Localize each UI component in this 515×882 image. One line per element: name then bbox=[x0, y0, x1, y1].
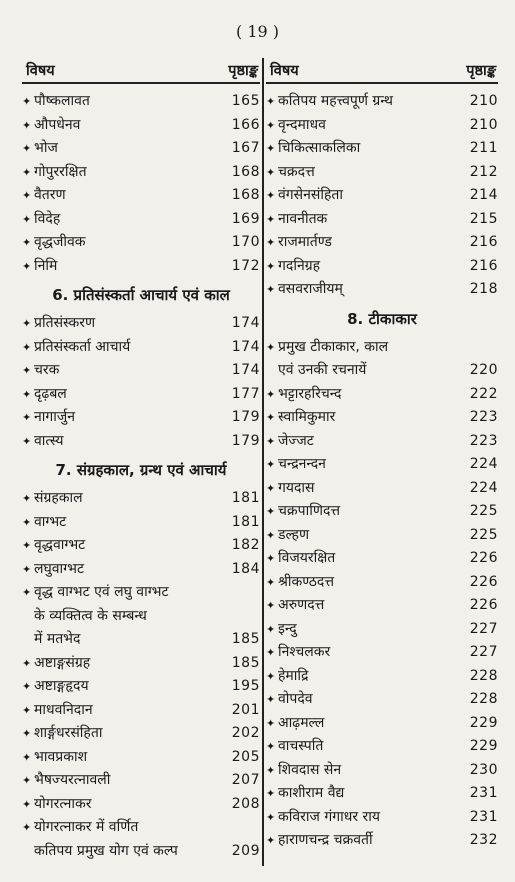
toc-entry[interactable] bbox=[22, 675, 260, 699]
bullet-icon: ✦ bbox=[266, 599, 276, 612]
entry-page: 170 bbox=[231, 234, 260, 250]
entry-title: हेमाद्रि bbox=[278, 667, 309, 684]
bullet-icon: ✦ bbox=[266, 622, 276, 636]
entry-title: गयदास bbox=[278, 479, 315, 496]
entry-title: चिकित्साकलिका bbox=[278, 140, 361, 156]
entry-page: 216 bbox=[469, 234, 498, 250]
bullet-icon: ✦ bbox=[22, 118, 32, 132]
entry-title: काशीराम वैद्य bbox=[278, 785, 345, 801]
toc-entry[interactable] bbox=[266, 594, 498, 618]
bullet-icon: ✦ bbox=[22, 797, 32, 811]
toc-entry[interactable] bbox=[266, 114, 498, 138]
bullet-icon: ✦ bbox=[22, 411, 32, 424]
page-number: ( 19 ) bbox=[235, 22, 279, 41]
entry-title: अरुणदत्त bbox=[278, 597, 325, 613]
toc-entry[interactable] bbox=[22, 231, 260, 255]
toc-entry[interactable] bbox=[22, 511, 260, 535]
toc-entry[interactable] bbox=[266, 278, 498, 302]
entry-title: निमि bbox=[34, 257, 58, 274]
bullet-icon: ✦ bbox=[266, 528, 276, 542]
entry-title: वात्स्य bbox=[34, 432, 64, 449]
entry-title: वाग्भट bbox=[34, 513, 67, 530]
entry-page: 174 bbox=[231, 362, 260, 378]
toc-entry[interactable] bbox=[266, 208, 498, 232]
left-column bbox=[22, 56, 260, 863]
toc-entry[interactable] bbox=[22, 534, 260, 558]
bullet-icon: ✦ bbox=[266, 716, 276, 730]
entry-title: शार्ङ्गधरसंहिता bbox=[34, 725, 103, 741]
toc-entry[interactable] bbox=[22, 793, 260, 817]
toc-entry[interactable] bbox=[266, 453, 498, 477]
bullet-icon: ✦ bbox=[266, 118, 276, 132]
bullet-icon: ✦ bbox=[22, 95, 32, 108]
entry-page: 185 bbox=[231, 631, 260, 647]
bullet-icon: ✦ bbox=[22, 750, 32, 764]
entry-title: एवं उनकी रचनायें bbox=[278, 362, 367, 378]
entry-page: 225 bbox=[469, 503, 498, 519]
bullet-icon: ✦ bbox=[22, 656, 32, 670]
entry-title: भोज bbox=[34, 140, 58, 156]
entry-title: वंगसेनसंहिता bbox=[278, 187, 344, 203]
subject-heading: विषय bbox=[270, 63, 299, 79]
entry-page: 182 bbox=[231, 537, 260, 553]
toc-entry[interactable] bbox=[22, 336, 260, 360]
toc-entry[interactable] bbox=[266, 524, 498, 548]
entry-list bbox=[266, 383, 498, 853]
toc-entry[interactable] bbox=[266, 712, 498, 736]
bullet-icon: ✦ bbox=[22, 189, 32, 202]
entry-page: 166 bbox=[231, 116, 260, 133]
entry-page: 227 bbox=[469, 620, 498, 637]
bullet-icon: ✦ bbox=[22, 492, 32, 505]
entry-title: भैषज्यरत्नावली bbox=[34, 772, 111, 788]
bullet-icon: ✦ bbox=[266, 259, 276, 273]
entry-list bbox=[266, 90, 498, 302]
entry-page: 227 bbox=[469, 644, 498, 660]
entry-title: चक्रपाणिदत्त bbox=[278, 503, 341, 519]
entry-title: चन्द्रनन्दन bbox=[278, 456, 326, 472]
toc-entry[interactable] bbox=[22, 114, 260, 138]
bullet-icon: ✦ bbox=[266, 787, 276, 800]
bullet-icon: ✦ bbox=[266, 693, 276, 706]
entry-page: 216 bbox=[469, 257, 498, 274]
bullet-icon: ✦ bbox=[266, 810, 276, 824]
toc-entry[interactable] bbox=[266, 90, 498, 114]
entry-page: 210 bbox=[469, 116, 498, 133]
bullet-icon: ✦ bbox=[22, 236, 32, 249]
bullet-icon: ✦ bbox=[22, 340, 32, 354]
bullet-icon: ✦ bbox=[22, 821, 32, 834]
toc-entry[interactable] bbox=[22, 487, 260, 511]
entry-page: 223 bbox=[469, 432, 498, 449]
toc-entry[interactable] bbox=[22, 137, 260, 161]
bullet-icon: ✦ bbox=[266, 434, 276, 448]
entry-page: 229 bbox=[469, 738, 498, 754]
toc-entry[interactable] bbox=[266, 688, 498, 712]
entry-title: योगरत्नाकर में वर्णित bbox=[34, 819, 139, 835]
toc-entry[interactable] bbox=[22, 769, 260, 793]
bullet-icon: ✦ bbox=[266, 283, 276, 296]
entry-title: वैतरण bbox=[34, 187, 66, 203]
entry-page: 228 bbox=[469, 691, 498, 707]
entry-page: 226 bbox=[469, 550, 498, 566]
entry-page: 169 bbox=[231, 210, 260, 227]
entry-title: निश्चलकर bbox=[278, 644, 331, 660]
toc-entry[interactable] bbox=[266, 161, 498, 185]
column-header bbox=[22, 56, 260, 84]
entry-title: अष्टाङ्गसंग्रह bbox=[34, 654, 91, 671]
bullet-icon: ✦ bbox=[22, 434, 32, 448]
entry-page: 167 bbox=[231, 140, 260, 156]
entry-page: 228 bbox=[469, 667, 498, 684]
entry-page: 172 bbox=[231, 257, 260, 274]
bullet-icon: ✦ bbox=[266, 669, 276, 683]
toc-entry[interactable] bbox=[22, 746, 260, 770]
entry-title: वसवराजीयम् bbox=[278, 281, 343, 297]
entry-page: 168 bbox=[231, 187, 260, 203]
toc-entry[interactable] bbox=[266, 231, 498, 255]
entry-page: 177 bbox=[231, 385, 260, 402]
entry-title: वृद्धजीवक bbox=[34, 234, 86, 250]
entry-title: चक्रदत्त bbox=[278, 163, 315, 180]
entry-title: वाचस्पति bbox=[278, 738, 324, 754]
bullet-icon: ✦ bbox=[22, 586, 32, 599]
bullet-icon: ✦ bbox=[266, 458, 276, 471]
subject-heading: विषय bbox=[26, 63, 55, 79]
toc-entry[interactable] bbox=[22, 406, 260, 430]
toc-entry[interactable] bbox=[266, 137, 498, 161]
entry-title: जेज्जट bbox=[278, 432, 314, 449]
entry-title: भट्टारहरिचन्द bbox=[278, 385, 342, 402]
toc-entry[interactable] bbox=[266, 477, 498, 501]
entry-page: 212 bbox=[469, 163, 498, 180]
entry-page: 184 bbox=[231, 560, 260, 577]
entry-title: वृद्धवाग्भट bbox=[34, 537, 86, 553]
entry-page: 205 bbox=[231, 748, 260, 765]
entry-page: 231 bbox=[469, 785, 498, 801]
entry-title: में मतभेद bbox=[34, 631, 81, 647]
entry-title: माधवनिदान bbox=[34, 701, 93, 718]
toc-entry[interactable] bbox=[266, 829, 498, 853]
entry-title: श्रीकण्ठदत्त bbox=[278, 573, 335, 590]
entry-page: 211 bbox=[469, 140, 498, 156]
right-column bbox=[266, 56, 498, 853]
toc-entry[interactable] bbox=[22, 699, 260, 723]
entry-page: 181 bbox=[231, 513, 260, 530]
entry-title: औपधेनव bbox=[34, 116, 81, 133]
bullet-icon: ✦ bbox=[22, 364, 32, 377]
section-heading: 8. टीकाकार bbox=[347, 309, 417, 328]
entry-page: 185 bbox=[231, 654, 260, 671]
entry-title: कतिपय महत्त्वपूर्ण ग्रन्थ bbox=[278, 93, 393, 109]
toc-entry[interactable] bbox=[266, 759, 498, 783]
entry-title: इन्दु bbox=[278, 620, 297, 637]
bullet-icon: ✦ bbox=[266, 236, 276, 249]
entry-title: वृद्ध वाग्भट एवं लघु वाग्भट bbox=[34, 584, 169, 600]
column-header bbox=[266, 56, 498, 84]
entry-page: 224 bbox=[469, 456, 498, 472]
bullet-icon: ✦ bbox=[22, 142, 32, 155]
entry-page: 181 bbox=[231, 490, 260, 506]
entry-title: गदनिग्रह bbox=[278, 257, 321, 274]
toc-entry[interactable] bbox=[22, 359, 260, 383]
bullet-icon: ✦ bbox=[266, 387, 276, 401]
entry-title: विजयरक्षित bbox=[278, 550, 336, 566]
entry-page: 165 bbox=[231, 93, 260, 109]
bullet-icon: ✦ bbox=[266, 763, 276, 777]
toc-entry[interactable] bbox=[266, 782, 498, 806]
bullet-icon: ✦ bbox=[266, 212, 276, 226]
entry-page: 174 bbox=[231, 338, 260, 355]
entry-page: 225 bbox=[469, 526, 498, 543]
entry-title: विदेह bbox=[34, 210, 61, 227]
section-heading: 7. संग्रहकाल, ग्रन्थ एवं आचार्य bbox=[55, 461, 227, 479]
toc-entry[interactable] bbox=[266, 806, 498, 830]
bullet-icon: ✦ bbox=[266, 505, 276, 518]
entry-title: अष्टाङ्गहृदय bbox=[34, 678, 89, 694]
entry-page: 224 bbox=[469, 479, 498, 496]
toc-entry[interactable] bbox=[22, 430, 260, 454]
entry-list bbox=[22, 90, 260, 278]
bullet-icon: ✦ bbox=[266, 646, 276, 659]
entry-list bbox=[22, 652, 260, 817]
bullet-icon: ✦ bbox=[22, 387, 32, 401]
entry-title: वृन्दमाधव bbox=[278, 116, 326, 133]
toc-entry[interactable] bbox=[266, 641, 498, 665]
toc-entry[interactable] bbox=[22, 255, 260, 279]
entry-title: योगरत्नाकर bbox=[34, 795, 92, 812]
bullet-icon: ✦ bbox=[266, 189, 276, 202]
entry-title: हाराणचन्द्र चक्रवर्ती bbox=[278, 832, 373, 848]
page-heading: पृष्ठाङ्क bbox=[228, 63, 258, 79]
entry-title: प्रमुख टीकाकार, काल bbox=[278, 338, 389, 355]
toc-entry[interactable] bbox=[22, 581, 260, 652]
entry-title: राजमार्तण्ड bbox=[278, 234, 332, 250]
bullet-icon: ✦ bbox=[22, 774, 32, 787]
toc-entry[interactable] bbox=[266, 571, 498, 595]
bullet-icon: ✦ bbox=[266, 411, 276, 424]
toc-entry[interactable] bbox=[266, 336, 498, 383]
entry-page: 220 bbox=[469, 362, 498, 378]
toc-entry[interactable] bbox=[266, 665, 498, 689]
bullet-icon: ✦ bbox=[22, 680, 32, 693]
entry-title: गोपुररक्षित bbox=[34, 163, 87, 180]
toc-entry[interactable] bbox=[22, 312, 260, 336]
entry-page: 209 bbox=[231, 842, 260, 859]
toc-entry[interactable] bbox=[22, 90, 260, 114]
bullet-icon: ✦ bbox=[266, 481, 276, 495]
toc-entry[interactable] bbox=[266, 383, 498, 407]
bullet-icon: ✦ bbox=[266, 95, 276, 108]
entry-page: 214 bbox=[469, 187, 498, 203]
toc-entry[interactable] bbox=[266, 184, 498, 208]
entry-page: 231 bbox=[469, 808, 498, 825]
entry-title: आढ़मल्ल bbox=[278, 714, 325, 731]
entry-title: वोपदेव bbox=[278, 691, 313, 707]
bullet-icon: ✦ bbox=[22, 317, 32, 330]
entry-title: कतिपय प्रमुख योग एवं कल्प bbox=[34, 842, 178, 859]
bullet-icon: ✦ bbox=[266, 575, 276, 589]
entry-page: 226 bbox=[469, 573, 498, 590]
toc-entry[interactable] bbox=[266, 735, 498, 759]
entry-title: चरक bbox=[34, 362, 60, 378]
entry-list bbox=[22, 487, 260, 581]
entry-page: 202 bbox=[231, 725, 260, 741]
entry-page: 222 bbox=[469, 385, 498, 402]
entry-list bbox=[22, 312, 260, 453]
column-divider bbox=[262, 58, 264, 866]
toc-entry[interactable] bbox=[22, 558, 260, 582]
entry-page: 232 bbox=[469, 832, 498, 848]
bullet-icon: ✦ bbox=[266, 740, 276, 753]
toc-entry[interactable] bbox=[266, 430, 498, 454]
toc-entry[interactable] bbox=[22, 184, 260, 208]
toc-entry[interactable] bbox=[22, 816, 260, 863]
entry-page: 210 bbox=[469, 93, 498, 109]
entry-title: कविराज गंगाधर राय bbox=[278, 808, 381, 825]
entry-title: प्रतिसंस्कर्ता आचार्य bbox=[34, 338, 131, 355]
entry-page: 174 bbox=[231, 315, 260, 331]
bullet-icon: ✦ bbox=[266, 552, 276, 565]
entry-title: शिवदास सेन bbox=[278, 761, 342, 778]
entry-page: 223 bbox=[469, 409, 498, 425]
toc-entry[interactable] bbox=[22, 161, 260, 185]
bullet-icon: ✦ bbox=[22, 562, 32, 576]
entry-page: 195 bbox=[231, 678, 260, 694]
toc-entry[interactable] bbox=[266, 547, 498, 571]
bullet-icon: ✦ bbox=[22, 539, 32, 552]
entry-page: 179 bbox=[231, 409, 260, 425]
toc-entry[interactable] bbox=[22, 722, 260, 746]
toc-entry[interactable] bbox=[22, 208, 260, 232]
bullet-icon: ✦ bbox=[22, 703, 32, 717]
section-heading: 6. प्रतिसंस्कर्ता आचार्य एवं काल bbox=[52, 286, 230, 304]
bullet-icon: ✦ bbox=[266, 340, 276, 354]
entry-title: नागार्जुन bbox=[34, 409, 76, 425]
entry-title: के व्यक्तित्व के सम्बन्ध bbox=[34, 607, 147, 624]
entry-title: नावनीतक bbox=[278, 210, 328, 227]
toc-entry[interactable] bbox=[266, 255, 498, 279]
toc-entry[interactable] bbox=[266, 406, 498, 430]
page-heading: पृष्ठाङ्क bbox=[466, 63, 496, 79]
entry-title: लघुवाग्भट bbox=[34, 560, 85, 577]
entry-title: स्वामिकुमार bbox=[278, 409, 336, 425]
bullet-icon: ✦ bbox=[22, 212, 32, 226]
entry-title: डल्हण bbox=[278, 526, 310, 543]
entry-title: भावप्रकाश bbox=[34, 748, 88, 765]
entry-page: 208 bbox=[231, 795, 260, 812]
toc-entry[interactable] bbox=[266, 618, 498, 642]
entry-page: 179 bbox=[231, 432, 260, 449]
bullet-icon: ✦ bbox=[22, 515, 32, 529]
entry-page: 218 bbox=[469, 281, 498, 297]
bullet-icon: ✦ bbox=[266, 142, 276, 155]
entry-page: 201 bbox=[231, 701, 260, 718]
toc-entry[interactable] bbox=[266, 500, 498, 524]
toc-entry[interactable] bbox=[22, 383, 260, 407]
entry-title: प्रतिसंस्करण bbox=[34, 315, 96, 331]
bullet-icon: ✦ bbox=[22, 727, 32, 740]
entry-page: 229 bbox=[469, 714, 498, 731]
entry-page: 207 bbox=[231, 772, 260, 788]
entry-page: 226 bbox=[469, 597, 498, 613]
entry-title: पौष्कलावत bbox=[34, 93, 90, 109]
bullet-icon: ✦ bbox=[266, 834, 276, 847]
entry-page: 230 bbox=[469, 761, 498, 778]
entry-page: 168 bbox=[231, 163, 260, 180]
entry-title: संग्रहकाल bbox=[34, 490, 83, 506]
entry-page: 215 bbox=[469, 210, 498, 227]
bullet-icon: ✦ bbox=[22, 259, 32, 273]
entry-title: दृढ़बल bbox=[34, 385, 67, 402]
bullet-icon: ✦ bbox=[266, 165, 276, 179]
toc-entry[interactable] bbox=[22, 652, 260, 676]
bullet-icon: ✦ bbox=[22, 165, 32, 179]
